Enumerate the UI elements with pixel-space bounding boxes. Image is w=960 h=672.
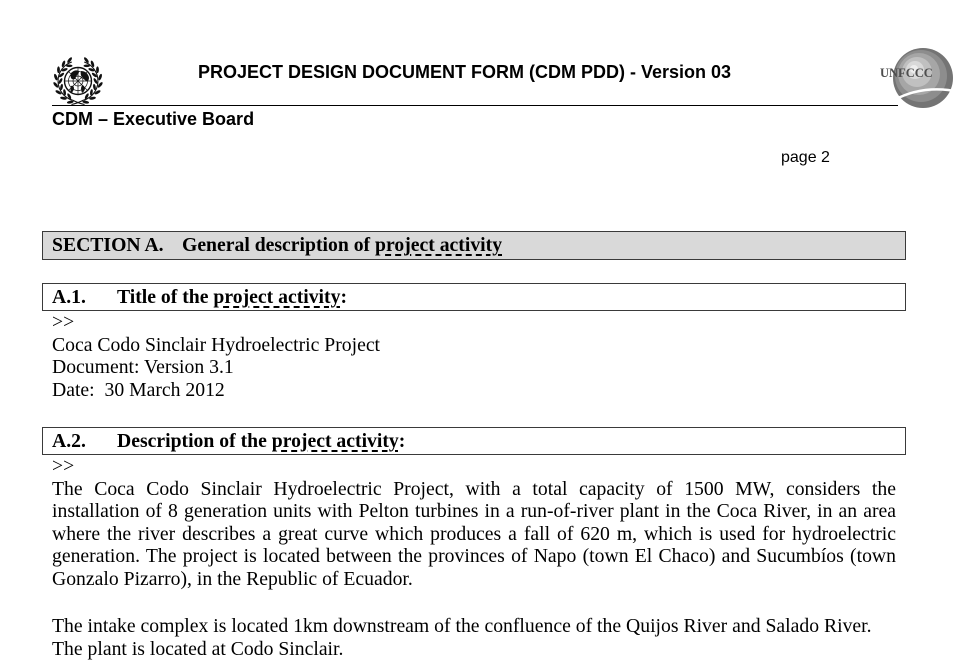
a1-heading — [42, 283, 906, 311]
description-paragraph-1 — [52, 478, 896, 591]
paragraph-line: where the river describes a great curve which produces a fall of 620 m, which is used for hydroelectric — [52, 522, 896, 545]
paragraph-line: Gonzalo Pizarro), in the Republic of Ecuador. — [52, 567, 413, 590]
a1-term: project activity — [213, 286, 341, 308]
section-a-heading — [42, 231, 906, 260]
a2-heading — [42, 427, 906, 455]
document-date-line: Date: 30 March 2012 — [52, 378, 225, 401]
a2-number: A.2. — [52, 430, 86, 452]
paragraph-line: generation. The project is located between the provinces of Napo (town El Chaco) and Sucumbíos (town — [52, 545, 896, 567]
executive-board-label: CDM – Executive Board — [52, 109, 255, 129]
a2-marker: >> — [52, 455, 75, 477]
section-a-number: SECTION A. — [52, 234, 164, 256]
a1-content — [52, 311, 896, 401]
a2-title: Description of the — [117, 430, 272, 452]
unfccc-logo-text: UNFCCC — [880, 66, 933, 80]
project-title-line: Coca Codo Sinclair Hydroelectric Project — [52, 333, 381, 356]
section-a-title: General description of — [182, 234, 376, 256]
paragraph-line: installation of 8 generation units with Pelton turbines in a run-of-river plant in the Coca River, in an area — [52, 500, 896, 522]
document-version-line: Document: Version 3.1 — [52, 356, 234, 378]
unfccc-logo-icon — [874, 44, 960, 112]
a1-title-suffix: : — [340, 286, 347, 308]
globe — [65, 68, 92, 95]
header-divider — [52, 105, 898, 106]
a1-title: Title of the — [117, 286, 214, 308]
a2-content — [52, 455, 896, 660]
paragraph-line: The intake complex is located 1km downstream of the confluence of the Quijos River and Salado River. — [52, 615, 872, 637]
paragraph-line: The plant is located at Codo Sinclair. — [52, 637, 344, 660]
a2-title-suffix: : — [398, 430, 406, 452]
form-title: PROJECT DESIGN DOCUMENT FORM (CDM PDD) - Version 03 — [198, 62, 732, 82]
a1-marker: >> — [52, 311, 75, 333]
paragraph-line: The Coca Codo Sinclair Hydroelectric Project, with a total capacity of 1500 MW, considers the — [52, 477, 896, 500]
a2-term: project activity — [271, 430, 399, 452]
description-paragraph-2 — [52, 615, 896, 660]
section-a-term: project activity — [375, 234, 503, 256]
page-number: page 2 — [781, 149, 830, 166]
a1-number: A.1. — [52, 286, 86, 308]
un-emblem-icon — [50, 55, 106, 107]
